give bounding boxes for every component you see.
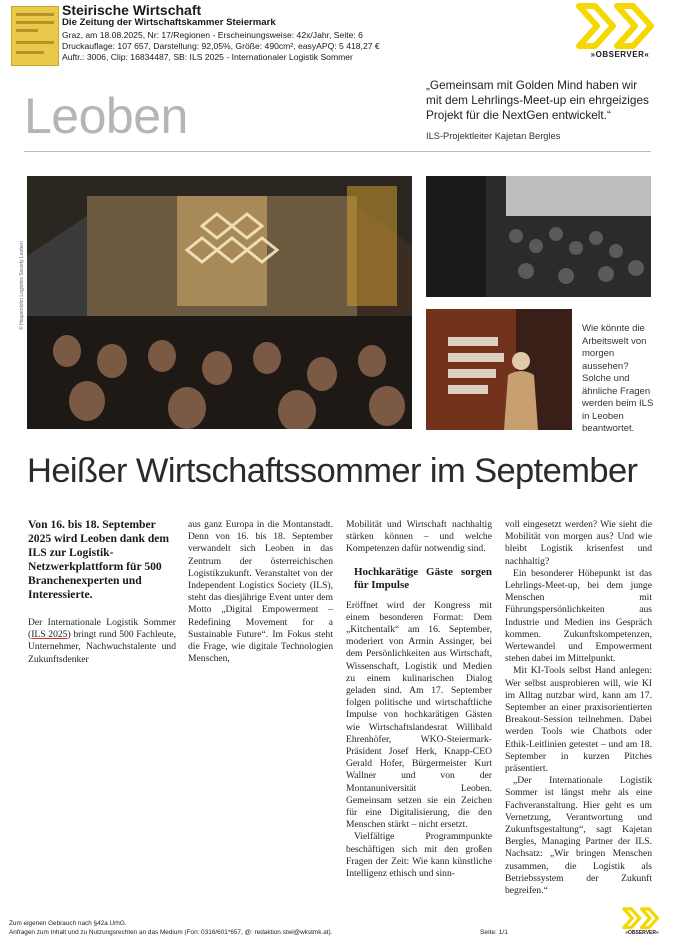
quote-author: ILS-Projektleiter Kajetan Bergles <box>426 131 561 141</box>
page-number: Seite: 1/1 <box>480 929 508 936</box>
footer-contact: Anfragen zum Inhalt und zu Nutzungsrechten an das Medium (Fon: 0316/601*657, @: redaktion.stwi@wkstmk.at). <box>9 929 333 936</box>
publication-meta-3: Auftr.: 3006, Clip: 16834487, SB: ILS 2025 - Internationaler Logistik Sommer <box>62 52 353 62</box>
article-lead: Von 16. bis 18. September 2025 wird Leoben dank dem ILS zur Logistik-Netzwerkplattform für 500 Branchenexperten und Interessierte. <box>28 518 170 601</box>
article-headline: Heißer Wirtschaftssommer im September <box>27 452 638 490</box>
article-column-1: Der Internationale Logistik Sommer (ILS 2025) bringt rund 500 Fachleute, Unternehmer, Nachwuchstalente und Zukunftsdenker <box>28 617 176 665</box>
article-column-3: Mobilität und Wirtschaft nachhaltig stärken können – und welche Kompetenzen dafür notwendig sind. Hochkarätige Gäste sorgen für Impulse Eröffnet wird der Kongress mit einem besonderen Format: Dem „Kitchentalk“ am 16. September, moderiert von Armin Assinger, bei dem Persönlichkeiten aus Wirtschaft, Wissenschaft, Logistik und Medien zu einem kulinarischen Dialog geladen sind. Am 17. September folgen politische und wirtschaftliche Impulse von hochkarätigen Gästen wie Wirtschaftslandesrat Willibald Ehrenhöfer, WKO-Steiermark-Präsident Josef Herk, Knapp-CEO Gerald Hofer, Bürgermeister Kurt Wallner und von der Montanuniversität Leoben. Gemeinsam setzen sie ein Zeichen für eine Digitalisierung, die den Menschen stärkt – nicht ersetzt. Vielfältige Programmpunkte beschäftigen sich mit den großen Fragen der Zeit: Wie kann künstliche Intelligenz ethisch und sinn- <box>346 519 492 880</box>
article-column-2: aus ganz Europa in die Montanstadt. Denn von 16. bis 18. September verwandelt sich Leoben in das Zentrum der österreichischen Logistikzukunft. Veranstaltet von der Independent Logistics Society (ILS), steht das diesjährige Event unter dem Motto „Digital Empowerment – Redefining Movement for a Sustainable Future“. Im Fokus steht die Frage, wie digitale Technologien Menschen, <box>188 519 333 665</box>
publication-subtitle: Die Zeitung der Wirtschaftskammer Steiermark <box>62 17 276 28</box>
publication-name: Steirische Wirtschaft <box>62 2 202 18</box>
conference-hall-photo <box>27 176 412 429</box>
article-subheading: Hochkarätige Gäste sorgen für Impulse <box>354 565 492 591</box>
newspaper-thumbnail <box>11 6 59 66</box>
photo-caption: Wie könnte die Arbeitswelt von morgen aussehen? Solche und ähnliche Fragen werden beim ILS in Leoben beantwortet. <box>582 323 654 434</box>
footer-usage-note: Zum eigenen Gebrauch nach §42a UrhG. <box>9 920 127 927</box>
pull-quote: „Gemeinsam mit Golden Mind haben wir mit dem Lehrlings-Meet-up ein ehrgeiziges Projekt für die NextGen entwickelt.“ <box>426 78 649 122</box>
highlighted-term: ILS 2025 <box>31 629 68 641</box>
observer-logo-text: »OBSERVER« <box>590 50 650 59</box>
observer-logo-small-text: »OBSERVER« <box>625 930 659 936</box>
divider <box>24 151 651 152</box>
networking-crowd-photo <box>426 176 651 297</box>
section-title: Leoben <box>24 88 188 144</box>
photo-credit: © Hoppenlohn Logistics Society Leoben <box>19 241 25 330</box>
publication-meta-1: Graz, am 18.08.2025, Nr: 17/Regionen - Erscheinungsweise: 42x/Jahr, Seite: 6 <box>62 30 363 40</box>
speaker-on-stage-photo <box>426 309 572 430</box>
article-column-4: voll eingesetzt werden? Wie sieht die Mobilität von morgen aus? Und wie bleibt Logistik krisenfest und nachhaltig? Ein besonderer Höhepunkt ist das Lehrlings-Meet-up, bei dem junge Menschen mit Führungspersönlichkeiten aus Industrie und Medien ins Gespräch kommen. Zukunftskompetenzen, Wertewandel und Empowerment stehen dabei im Mittelpunkt. Mit KI-Tools selbst Hand anlegen: Wer selbst ausprobieren will, wie KI im Alltag nutzbar wird, kann am 17. September an einer praxisorientierten Breakout-Session teilnehmen. Dabei werden Tools wie Chatbots oder Ethik-Leitlinien getestet – und am 18. September in kurzen Pitches präsentiert. „Der Internationale Logistik Sommer ist längst mehr als eine Fachveranstaltung. Hier geht es um Vernetzung, Verantwortung und Zukunftsgestaltung“, sagt Kajetan Bergles, Managing Partner der ILS. Nachsatz: „Wir bringen Menschen zusammen, die Logistik als Betriebssystem der Zukunft begreifen.“ <box>505 519 652 897</box>
publication-meta-2: Druckauflage: 107 657, Darstellung: 92,05%, Größe: 490cm², easyAPQ: 5 418,27 € <box>62 41 380 51</box>
